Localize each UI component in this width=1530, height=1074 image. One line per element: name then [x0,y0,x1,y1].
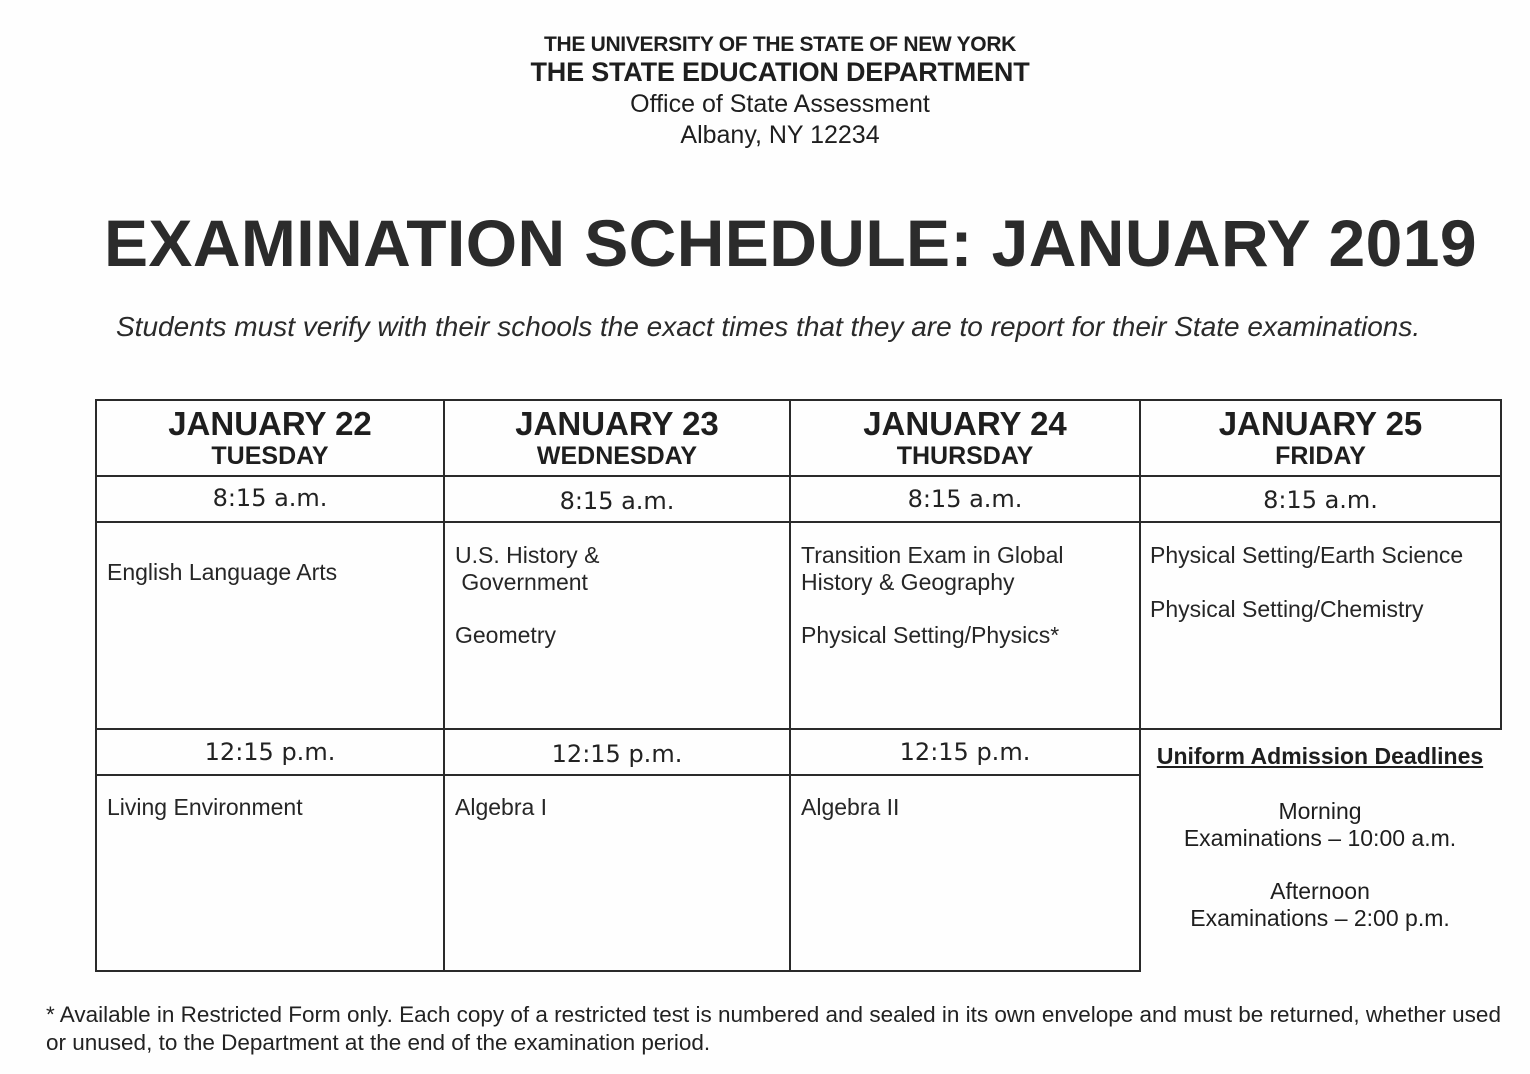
day-date: JANUARY 25 [1218,405,1423,442]
morning-time: 8:15 a.m. [907,485,1023,513]
morning-time: 8:15 a.m. [212,484,328,512]
day-weekday: WEDNESDAY [536,442,698,470]
afternoon-time: 12:15 p.m. [551,740,683,768]
table-border-right [1500,399,1502,730]
afternoon-time: 12:15 p.m. [204,738,336,766]
uniform-admission-title: Uniform Admission Deadlines [1156,743,1484,769]
exam-name: Geometry [455,622,556,648]
day-header [791,407,1139,475]
office-name: Office of State Assessment [630,90,930,118]
restricted-form-footnote: * Available in Restricted Form only. Each copy of a restricted test is numbered and sealed in its own envelope and must be returned, whether used or unused, to the Department at the end of the examination period. [46,1002,1501,1055]
exam-name: Algebra I [455,794,548,820]
day-date: JANUARY 22 [168,405,372,442]
afternoon-deadline: Afternoon Examinations – 2:00 p.m. [1190,878,1450,931]
morning-time: 8:15 a.m. [1263,486,1378,514]
day-header [445,407,789,475]
exam-name: Algebra II [801,794,900,820]
exam-name: Physical Setting/Earth Science [1150,542,1464,568]
day-date: JANUARY 23 [515,405,719,442]
morning-deadline: Morning Examinations – 10:00 a.m. [1183,798,1457,851]
exam-name: U.S. History & Government [455,542,600,595]
exam-name: Physical Setting/Chemistry [1150,596,1424,622]
department-name: THE STATE EDUCATION DEPARTMENT [530,57,1030,87]
day-weekday: TUESDAY [211,442,329,470]
page-subtitle: Students must verify with their schools the exact times that they are to report for their State examinations. [116,311,1421,342]
afternoon-time: 12:15 p.m. [899,738,1031,766]
page-title: EXAMINATION SCHEDULE: JANUARY 2019 [104,206,1477,280]
table-border-bottom [95,970,1141,972]
exam-name: Living Environment [107,794,303,820]
day-weekday: FRIDAY [1275,442,1366,470]
day-header [97,407,443,475]
day-date: JANUARY 24 [863,405,1067,442]
day-header [1141,407,1500,475]
exam-name: Transition Exam in Global History & Geography [801,542,1064,595]
exam-name: Physical Setting/Physics* [801,622,1060,648]
exam-name: English Language Arts [107,559,338,585]
morning-time: 8:15 a.m. [559,487,675,515]
university-name: THE UNIVERSITY OF THE STATE OF NEW YORK [543,33,1017,56]
day-weekday: THURSDAY [896,442,1034,470]
office-address: Albany, NY 12234 [680,121,880,149]
table-border-top [95,399,1502,401]
